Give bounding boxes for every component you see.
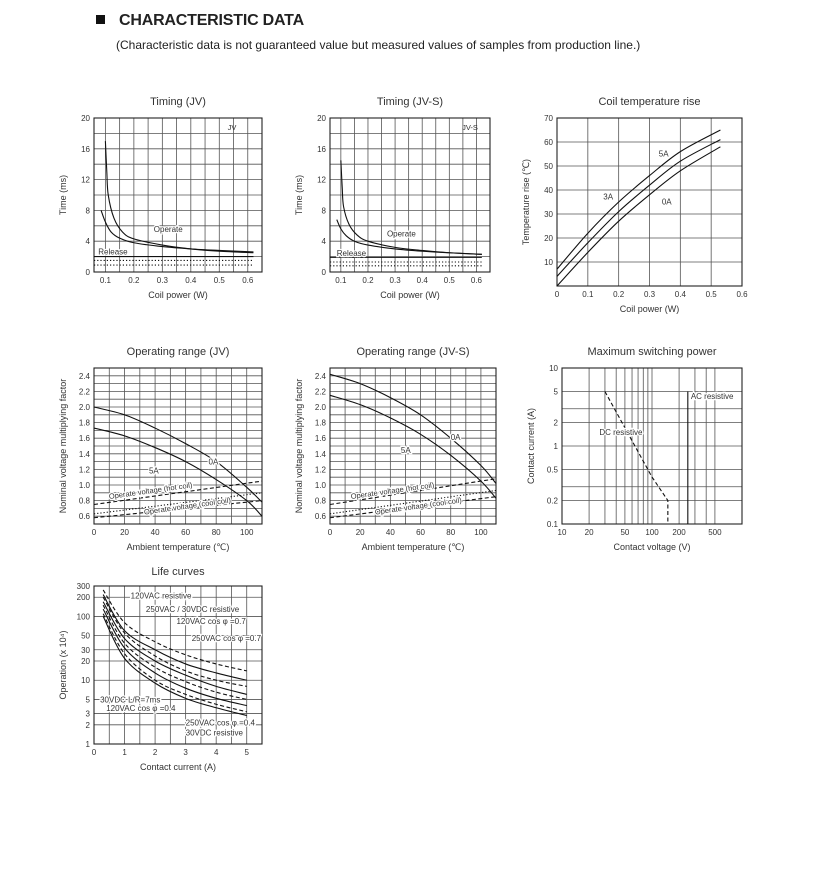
y-tick-label: 5 bbox=[553, 387, 558, 397]
y-tick-label: 50 bbox=[81, 631, 90, 641]
y-tick-label: 0.5 bbox=[546, 465, 558, 475]
x-tick-label: 0.1 bbox=[335, 276, 347, 285]
x-tick-label: 0.6 bbox=[242, 276, 254, 285]
y-tick-label: 50 bbox=[544, 162, 553, 171]
max-switching-label-dc-resistive: DC resistive bbox=[599, 428, 643, 438]
y-tick-label: 30 bbox=[81, 645, 90, 655]
coil-temp-xlabel: Coil power (W) bbox=[619, 304, 680, 314]
y-tick-label: 1 bbox=[85, 740, 90, 749]
y-tick-label: 1.6 bbox=[314, 434, 326, 444]
life-curves-xlabel: Contact current (A) bbox=[139, 762, 217, 772]
timing-jvs-xlabel: Coil power (W) bbox=[380, 290, 440, 300]
timing-jv-chart bbox=[58, 96, 262, 300]
y-tick-label: 300 bbox=[76, 582, 90, 591]
op-range-jv-title: Operating range (JV) bbox=[126, 346, 230, 358]
x-tick-label: 200 bbox=[672, 528, 686, 537]
coil-temp-ylabel: Temperature rise (℃) bbox=[521, 158, 531, 246]
y-tick-label: 0.6 bbox=[78, 512, 90, 522]
x-tick-label: 0.2 bbox=[128, 276, 140, 285]
y-tick-label: 100 bbox=[76, 612, 90, 622]
timing-jvs-chart bbox=[294, 96, 490, 300]
y-tick-label: 12 bbox=[81, 175, 90, 185]
y-tick-label: 1.4 bbox=[78, 449, 90, 459]
coil-temp-series-0a bbox=[557, 147, 720, 286]
x-tick-label: 10 bbox=[557, 528, 567, 537]
y-tick-label: 1 bbox=[553, 442, 558, 451]
y-tick-label: 1.8 bbox=[78, 418, 90, 428]
op-range-jv-label-5a: 5A bbox=[148, 466, 159, 476]
page-title-text: CHARACTERISTIC DATA bbox=[119, 12, 304, 29]
timing-jvs-title: Timing (JV-S) bbox=[376, 96, 444, 108]
x-tick-label: 0 bbox=[91, 528, 97, 537]
x-tick-label: 80 bbox=[446, 528, 456, 537]
max-switching-label-ac-resistive: AC resistive bbox=[690, 392, 734, 402]
x-tick-label: 40 bbox=[385, 528, 395, 537]
x-tick-label: 60 bbox=[416, 528, 425, 537]
life-curves-label-30vdc-resistive: 30VDC resistive bbox=[185, 728, 243, 738]
y-tick-label: 3 bbox=[85, 709, 90, 719]
coil-temp-label-3a: 3A bbox=[603, 192, 614, 202]
x-tick-label: 40 bbox=[150, 528, 160, 537]
op-range-jvs-label-0a: 0A bbox=[450, 432, 461, 442]
life-curves-label-120vac-cos-0-4: 120VAC cos φ =0.4 bbox=[106, 703, 176, 713]
timing-jvs-label-operate: Operate bbox=[386, 229, 416, 239]
x-tick-label: 0.1 bbox=[582, 290, 594, 299]
x-tick-label: 0.5 bbox=[443, 276, 455, 285]
op-range-jv-label-operate-voltage-hot-coil: Operate voltage (hot coil) bbox=[108, 480, 193, 502]
life-curves-label-250vac-cos-0-7: 250VAC cos φ =0.7 bbox=[191, 634, 262, 644]
x-tick-label: 0.5 bbox=[213, 276, 225, 285]
op-range-jv-grid bbox=[94, 368, 262, 524]
y-tick-label: 20 bbox=[81, 657, 90, 667]
x-tick-label: 0.2 bbox=[362, 276, 374, 285]
op-range-jvs-title: Operating range (JV-S) bbox=[356, 346, 470, 358]
x-tick-label: 0 bbox=[91, 748, 97, 757]
life-curves-title: Life curves bbox=[151, 566, 205, 578]
y-tick-label: 2.0 bbox=[78, 403, 90, 412]
y-tick-label: 200 bbox=[76, 593, 90, 603]
y-tick-label: 2.4 bbox=[314, 371, 326, 381]
x-tick-label: 2 bbox=[152, 748, 158, 757]
x-tick-label: 60 bbox=[181, 528, 191, 537]
coil-temp-title: Coil temperature rise bbox=[598, 96, 701, 108]
y-tick-label: 0 bbox=[85, 268, 90, 277]
max-switching-series-dc-resistive bbox=[605, 391, 668, 524]
x-tick-label: 0.3 bbox=[389, 276, 401, 285]
life-curves-chart bbox=[58, 566, 262, 772]
y-tick-label: 0 bbox=[321, 268, 326, 277]
y-tick-label: 1.4 bbox=[314, 449, 326, 459]
op-range-jvs-label-operate-voltage-cool-coil: Operate voltage (cool coil) bbox=[374, 495, 463, 517]
y-tick-label: 30 bbox=[544, 210, 553, 219]
timing-jvs-label-release: Release bbox=[336, 248, 367, 258]
y-tick-label: 12 bbox=[317, 175, 326, 185]
timing-jv-corner-label: JV bbox=[227, 123, 237, 132]
timing-jv-series-line-1 bbox=[105, 141, 253, 253]
y-tick-label: 0.2 bbox=[546, 496, 558, 506]
max-switching-xlabel: Contact voltage (V) bbox=[613, 542, 691, 552]
y-tick-label: 16 bbox=[317, 144, 326, 154]
y-tick-label: 2.2 bbox=[314, 387, 326, 397]
life-curves-label-120vac-resistive: 120VAC resistive bbox=[130, 591, 192, 601]
coil-temp-series-5a bbox=[557, 130, 720, 269]
x-tick-label: 20 bbox=[355, 528, 365, 537]
max-switching-title: Maximum switching power bbox=[587, 346, 717, 358]
x-tick-label: 0.4 bbox=[674, 290, 686, 299]
y-tick-label: 1.2 bbox=[78, 465, 90, 475]
y-tick-label: 4 bbox=[85, 237, 90, 247]
y-tick-label: 20 bbox=[544, 234, 553, 243]
y-tick-label: 0.6 bbox=[314, 512, 326, 522]
x-tick-label: 100 bbox=[645, 528, 659, 537]
timing-jv-title: Timing (JV) bbox=[150, 96, 206, 108]
coil-temp-label-0a: 0A bbox=[661, 197, 672, 207]
x-tick-label: 0 bbox=[327, 528, 333, 537]
op-range-jvs-label-5a: 5A bbox=[400, 446, 411, 456]
op-range-jvs-xlabel: Ambient temperature (℃) bbox=[361, 542, 465, 552]
timing-jvs-series-line-1 bbox=[341, 160, 482, 254]
x-tick-label: 0.2 bbox=[613, 290, 625, 299]
x-tick-label: 500 bbox=[708, 528, 722, 537]
y-tick-label: 2.2 bbox=[78, 387, 90, 397]
y-tick-label: 1.8 bbox=[314, 418, 326, 428]
timing-jv-xlabel: Coil power (W) bbox=[148, 290, 208, 300]
life-curves-label-30vdc-l-r-7ms: 30VDC L/R=7ms bbox=[100, 695, 161, 705]
x-tick-label: 100 bbox=[474, 528, 488, 537]
life-curves-label-250vac-cos-0-4: 250VAC cos φ =0.4 bbox=[185, 718, 255, 728]
max-switching-chart bbox=[526, 346, 742, 552]
x-tick-label: 50 bbox=[620, 528, 630, 537]
y-tick-label: 5 bbox=[85, 695, 90, 705]
timing-jv-ylabel: Time (ms) bbox=[58, 174, 68, 216]
x-tick-label: 0.1 bbox=[99, 276, 111, 285]
y-tick-label: 10 bbox=[549, 364, 558, 373]
coil-temp-label-5a: 5A bbox=[658, 149, 669, 159]
x-tick-label: 0.4 bbox=[185, 276, 197, 285]
y-tick-label: 70 bbox=[544, 114, 553, 123]
y-tick-label: 8 bbox=[321, 206, 326, 216]
life-curves-label-250vac-30vdc-resistive: 250VAC / 30VDC resistive bbox=[145, 604, 240, 614]
x-tick-label: 0.4 bbox=[416, 276, 428, 285]
y-tick-label: 0.1 bbox=[546, 520, 558, 529]
timing-jv-label-operate: Operate bbox=[153, 224, 183, 234]
y-tick-label: 10 bbox=[81, 676, 90, 686]
x-tick-label: 0.3 bbox=[643, 290, 656, 299]
y-tick-label: 8 bbox=[85, 206, 90, 216]
op-range-jvs-ylabel: Nominal voltage multiplying factor bbox=[294, 378, 304, 514]
y-tick-label: 20 bbox=[317, 114, 326, 123]
y-tick-label: 1.6 bbox=[78, 434, 90, 444]
life-curves-label-120vac-cos-0-7: 120VAC cos φ =0.7 bbox=[176, 617, 246, 627]
x-tick-label: 20 bbox=[120, 528, 129, 537]
x-tick-label: 20 bbox=[584, 528, 594, 537]
op-range-jv-xlabel: Ambient temperature (℃) bbox=[126, 542, 230, 552]
op-range-jvs-label-operate-voltage-hot-coil: Operate voltage (hot coil) bbox=[350, 480, 435, 502]
op-range-jv-label-0a: 0A bbox=[208, 457, 219, 467]
y-tick-label: 2 bbox=[85, 720, 90, 730]
op-range-jvs-grid bbox=[330, 368, 496, 524]
life-curves-ylabel: Operation (x 10⁴) bbox=[58, 630, 68, 700]
y-tick-label: 0.8 bbox=[78, 496, 90, 506]
x-tick-label: 0.6 bbox=[736, 290, 748, 299]
x-tick-label: 3 bbox=[183, 748, 188, 757]
x-tick-label: 0 bbox=[554, 290, 560, 299]
timing-jvs-corner-label: JV-S bbox=[462, 123, 478, 132]
op-range-jv-label-operate-voltage-cool-coil: Operate voltage (cool coil) bbox=[143, 495, 232, 517]
y-tick-label: 16 bbox=[81, 144, 90, 154]
y-tick-label: 20 bbox=[81, 114, 90, 123]
op-range-jvs-chart bbox=[294, 346, 496, 552]
y-tick-label: 2.4 bbox=[78, 371, 90, 381]
op-range-jv-ylabel: Nominal voltage multiplying factor bbox=[58, 378, 68, 514]
y-tick-label: 1.2 bbox=[314, 465, 326, 475]
x-tick-label: 100 bbox=[240, 528, 254, 537]
page-subtitle: (Characteristic data is not guaranteed value but measured values of samples from production line.) bbox=[116, 38, 641, 52]
y-tick-label: 40 bbox=[544, 186, 553, 195]
x-tick-label: 0.3 bbox=[156, 276, 168, 285]
y-tick-label: 2 bbox=[553, 418, 558, 428]
y-tick-label: 2.0 bbox=[314, 403, 326, 412]
y-tick-label: 10 bbox=[544, 258, 553, 267]
coil-temp-chart bbox=[521, 96, 748, 314]
op-range-jvs-series-0a bbox=[330, 374, 496, 483]
timing-jv-label-release: Release bbox=[98, 247, 128, 257]
timing-jvs-ylabel: Time (ms) bbox=[294, 174, 304, 216]
x-tick-label: 0.6 bbox=[470, 276, 483, 285]
coil-temp-series-3a bbox=[557, 140, 720, 277]
op-range-jv-chart bbox=[58, 346, 262, 552]
y-tick-label: 0.8 bbox=[314, 496, 326, 506]
x-tick-label: 1 bbox=[122, 748, 127, 757]
y-tick-label: 60 bbox=[544, 138, 553, 147]
x-tick-label: 0.5 bbox=[705, 290, 717, 299]
y-tick-label: 1.0 bbox=[78, 481, 90, 490]
y-tick-label: 1.0 bbox=[314, 481, 326, 490]
max-switching-ylabel: Contact current (A) bbox=[526, 407, 536, 485]
x-tick-label: 4 bbox=[213, 748, 219, 757]
x-tick-label: 80 bbox=[211, 528, 221, 537]
x-tick-label: 5 bbox=[244, 748, 249, 757]
y-tick-label: 4 bbox=[321, 237, 326, 247]
